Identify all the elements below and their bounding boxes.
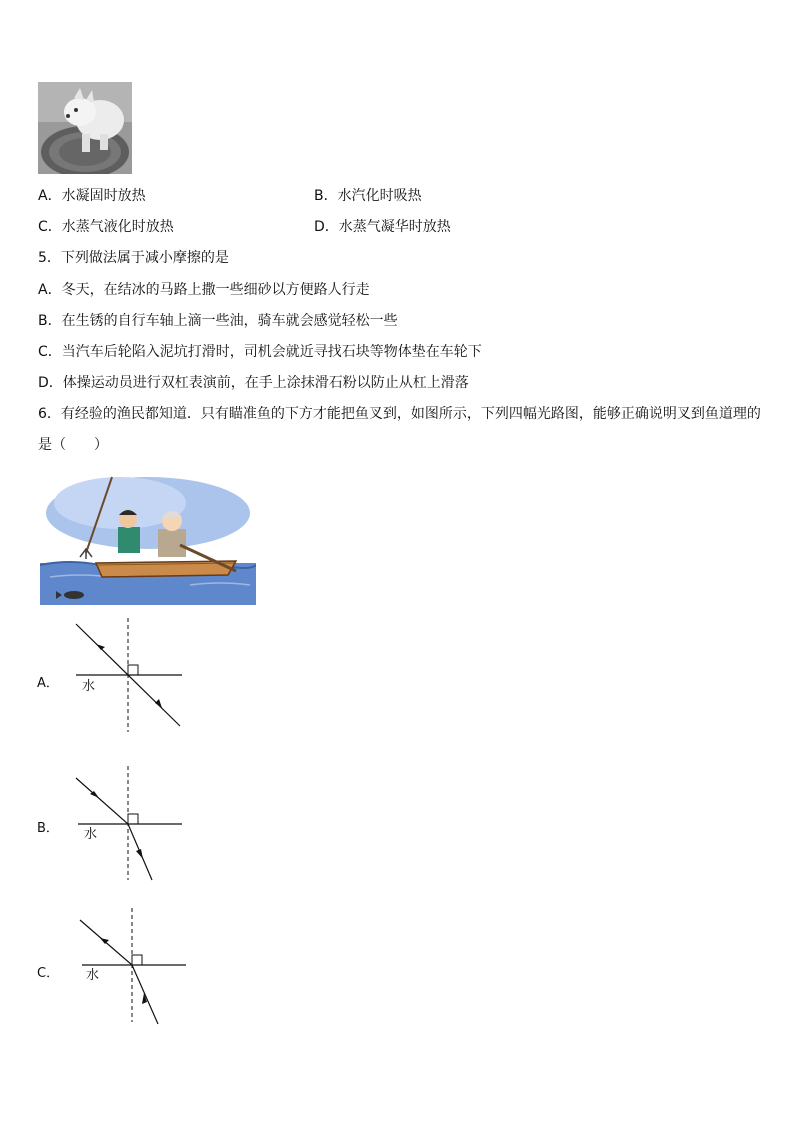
ray-diagram-b xyxy=(72,764,190,884)
q4-option-d: D．水蒸气凝华时放热 xyxy=(314,219,451,235)
q5-option-a: A．冬天，在结冰的马路上撒一些细砂以方便路人行走 xyxy=(38,282,370,298)
water-label-a: 水 xyxy=(82,679,96,694)
q5-stem: 5．下列做法属于减小摩擦的是 xyxy=(38,250,229,266)
q5-option-b: B．在生锈的自行车轴上滴一些油，骑车就会感觉轻松一些 xyxy=(38,313,398,329)
q6-option-b-label: B． xyxy=(37,821,59,836)
q6-stem-line1: 6．有经验的渔民都知道．只有瞄准鱼的下方才能把鱼叉到，如图所示，下列四幅光路图，能够正确说明叉到鱼道理的 xyxy=(38,406,761,422)
q5-option-d: D．体操运动员进行双杠表演前，在手上涂抹滑石粉以防止从杠上滑落 xyxy=(38,375,469,391)
ray-diagram-c xyxy=(76,906,194,1026)
water-label-c: 水 xyxy=(86,968,100,983)
q4-option-c: C．水蒸气液化时放热 xyxy=(38,219,174,235)
water-label-b: 水 xyxy=(84,827,98,842)
q4-option-b: B．水汽化时吸热 xyxy=(314,188,422,204)
q6-option-a-label: A． xyxy=(37,676,59,691)
q5-option-c: C．当汽车后轮陷入泥坑打滑时，司机会就近寻找石块等物体垫在车轮下 xyxy=(38,344,482,360)
q6-option-c-label: C． xyxy=(37,966,60,981)
dog-photo xyxy=(38,82,132,174)
q6-stem-line2: 是（ ） xyxy=(38,437,108,453)
fishing-boat-illustration xyxy=(40,465,256,605)
q4-option-a: A．水凝固时放热 xyxy=(38,188,146,204)
ray-diagram-a xyxy=(72,616,190,736)
